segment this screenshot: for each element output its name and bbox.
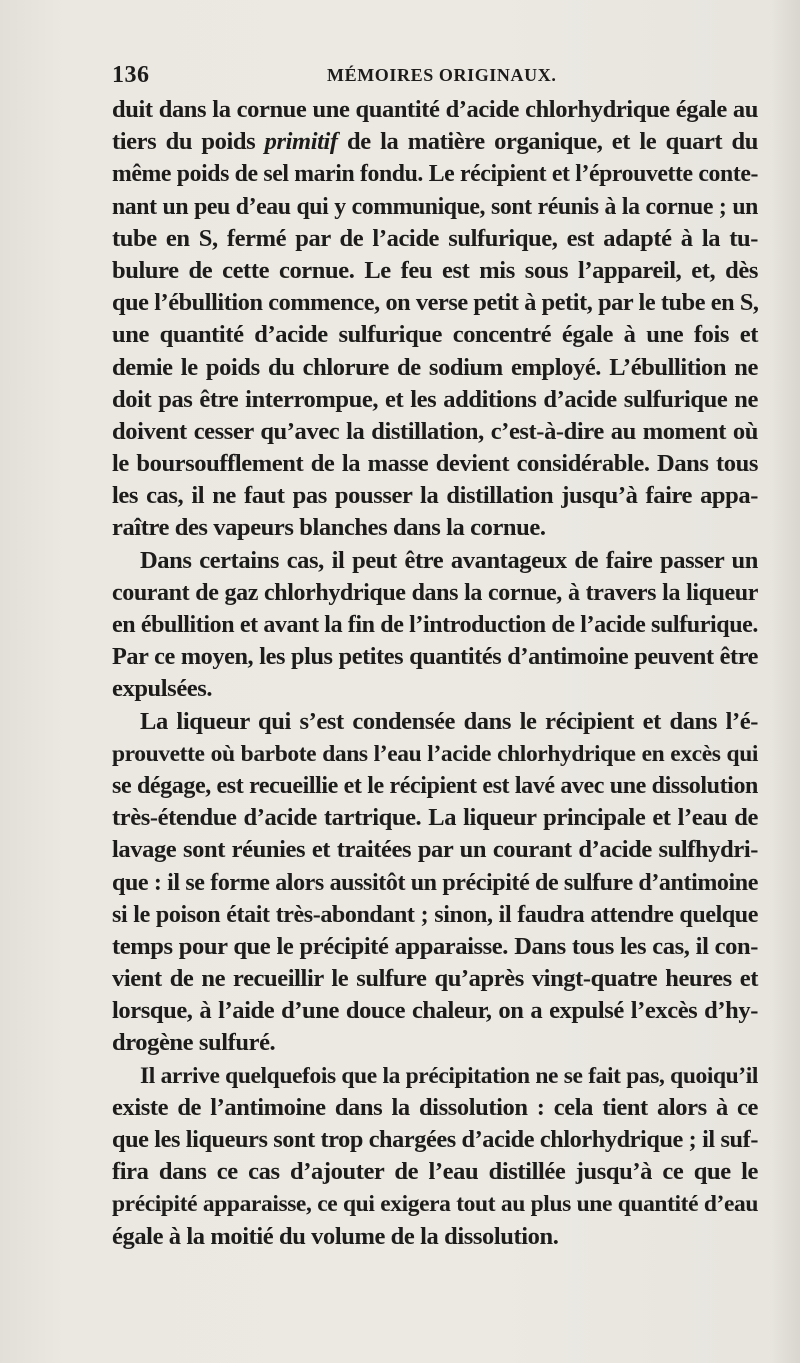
text-line: drogène sulfuré. (112, 1029, 276, 1057)
text-span: de la matière organique, et le quart du (337, 128, 759, 156)
text-line: temps pour que le précipité apparaisse. Dans tous les cas, il con- (112, 932, 758, 960)
text-line (112, 126, 758, 158)
text-line: si le poison était très-abondant ; sinon, il faudra attendre quelque (112, 901, 758, 928)
page-edge-shadow (772, 0, 800, 1363)
text-line: précipité apparaisse, ce qui exigera tout au plus une quantité d’eau (112, 1191, 758, 1218)
text-line: en ébullition et avant la fin de l’introduction de l’acide sulfurique. (112, 612, 758, 638)
text-line: Par ce moyen, les plus petites quantités d’antimoine peuvent être (112, 643, 758, 671)
text-line: doivent cesser qu’avec la distillation, c’est-à-dire au moment où (112, 417, 758, 445)
text-span: tiers du poids (112, 128, 265, 156)
text-line: doit pas être interrompue, et les additions d’acide sulfurique ne (112, 385, 758, 413)
running-head (112, 62, 752, 92)
text-line: fira dans ce cas d’ajouter de l’eau distillée jusqu’à ce que le (112, 1158, 758, 1186)
text-line: prouvette où barbote dans l’eau l’acide chlorhydrique en excès qui (112, 740, 758, 767)
text-line: Il arrive quelquefois que la précipitation ne se fait pas, quoiqu’il (140, 1062, 758, 1089)
italic-word: primitif (264, 128, 338, 156)
text-line: demie le poids du chlorure de sodium employé. L’ébullition ne (112, 353, 758, 381)
text-line: que : il se forme alors aussitôt un précipité de sulfure d’antimoine (112, 869, 758, 896)
text-line: La liqueur qui s’est condensée dans le récipient et dans l’é- (140, 707, 758, 735)
running-title: MÉMOIRES ORIGINAUX. (327, 65, 557, 85)
body-text (112, 94, 758, 1253)
text-line: vient de ne recueillir le sulfure qu’après vingt-quatre heures et (112, 965, 758, 993)
text-line: le boursoufflement de la masse devient considérable. Dans tous (112, 450, 758, 478)
text-line: nant un peu d’eau qui y communique, sont réunis à la cornue ; un (112, 193, 758, 220)
text-line: égale à la moitié du volume de la dissolution. (112, 1222, 559, 1250)
text-line: lorsque, à l’aide d’une douce chaleur, on a expulsé l’excès d’hy- (112, 997, 758, 1025)
text-line: existe de l’antimoine dans la dissolution : cela tient alors à ce (112, 1093, 758, 1121)
text-line: tube en S, fermé par de l’acide sulfurique, est adapté à la tu- (112, 224, 758, 252)
text-line: Dans certains cas, il peut être avantageux de faire passer un (140, 546, 758, 574)
page-number: 136 (112, 62, 150, 88)
text-line: bulure de cette cornue. Le feu est mis sous l’appareil, et, dès (112, 256, 758, 284)
text-line: que l’ébullition commence, on verse petit à petit, par le tube en S, (112, 289, 759, 317)
text-line: les cas, il ne faut pas pousser la distillation jusqu’à faire appa- (112, 482, 758, 510)
text-line: très-étendue d’acide tartrique. La liqueur principale et l’eau de (112, 804, 758, 832)
text-line: courant de gaz chlorhydrique dans la cornue, à travers la liqueur (112, 579, 758, 606)
text-line: raître des vapeurs blanches dans la cornue. (112, 514, 546, 542)
text-line: expulsées. (112, 675, 213, 703)
text-line: une quantité d’acide sulfurique concentré égale à une fois et (112, 321, 758, 349)
text-line: même poids de sel marin fondu. Le récipient et l’éprouvette conte- (112, 161, 758, 188)
text-line: se dégage, est recueillie et le récipient est lavé avec une dissolution (112, 772, 758, 799)
text-line: que les liqueurs sont trop chargées d’acide chlorhydrique ; il suf- (112, 1126, 758, 1153)
text-line: duit dans la cornue une quantité d’acide chlorhydrique égale au (112, 96, 758, 123)
text-line: lavage sont réunies et traitées par un courant d’acide sulfhydri- (112, 836, 758, 864)
